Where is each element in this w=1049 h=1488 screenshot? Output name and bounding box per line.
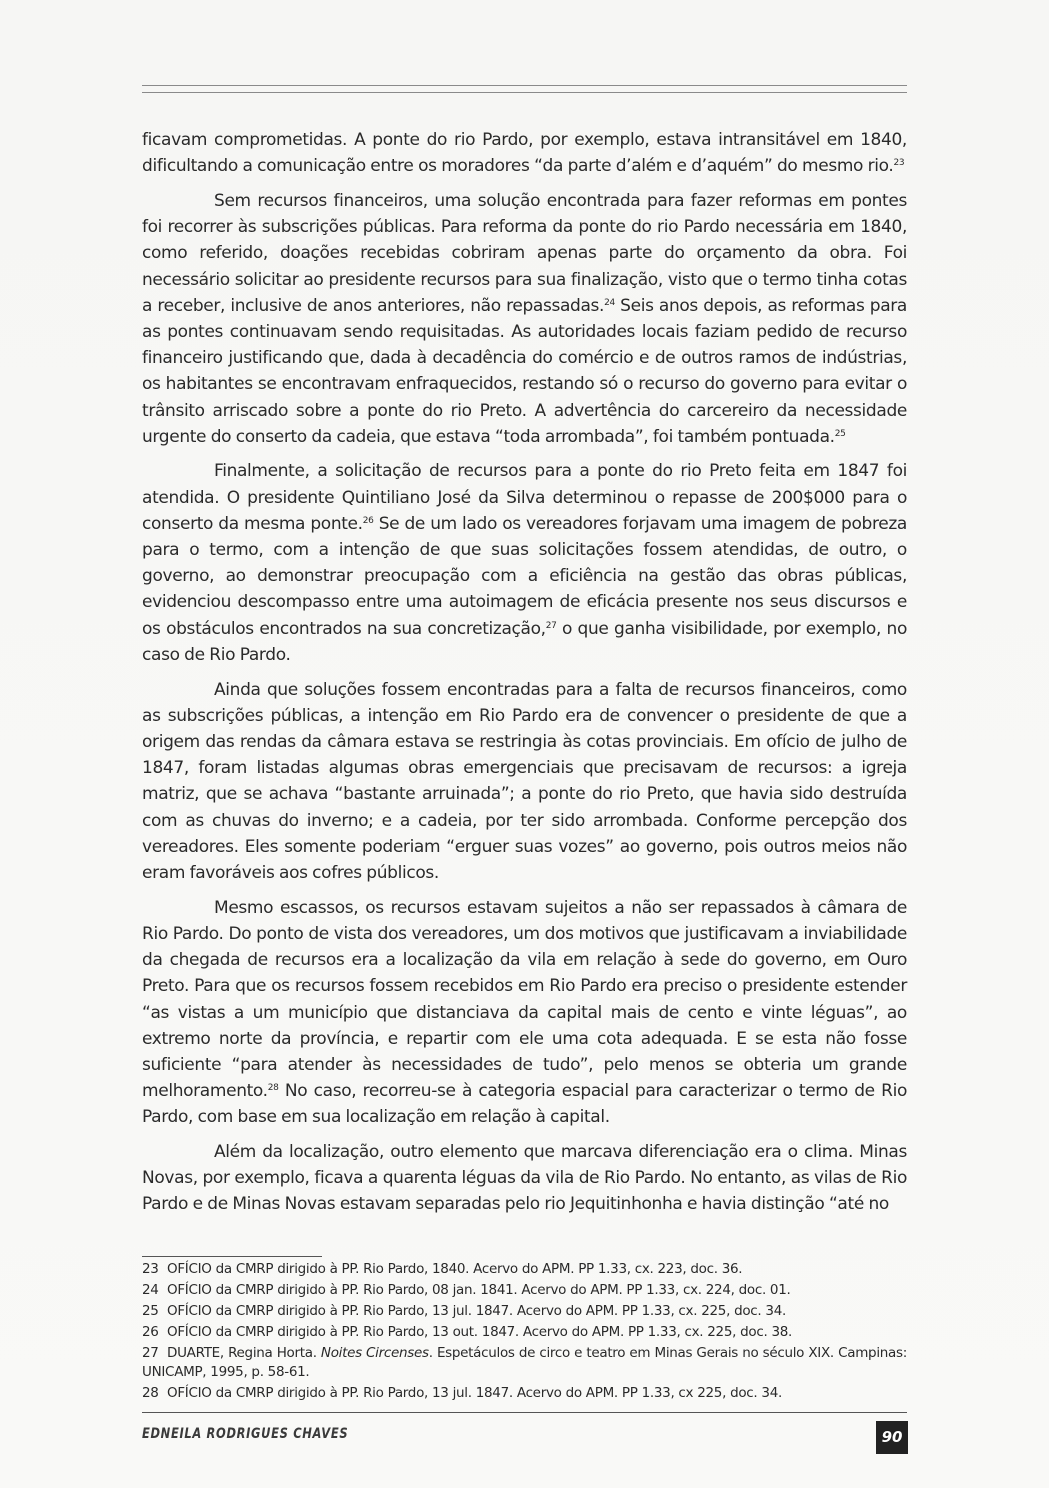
book-title: Noites Circenses	[320, 1345, 429, 1361]
footnote-ref[interactable]: 23	[893, 158, 905, 169]
footnote-number: 25	[142, 1303, 159, 1319]
footnote: 26 OFÍCIO da CMRP dirigido à PP. Rio Pardo, 13 out. 1847. Acervo do APM. PP 1.33, cx. 225, doc. 38.	[142, 1322, 907, 1343]
footnote-ref[interactable]: 26	[362, 515, 374, 526]
footnote-number: 24	[142, 1282, 159, 1298]
footnote: 27 DUARTE, Regina Horta. Noites Circenses. Espetáculos de circo e teatro em Minas Gerais no século XIX. Campinas: UNICAMP, 1995, p. 58-61.	[142, 1345, 907, 1380]
footnote-ref[interactable]: 27	[545, 620, 557, 631]
paragraph: Além da localização, outro elemento que marcava diferenciação era o clima. Minas Novas, por exemplo, ficava a quarenta léguas da vila de Rio Pardo. No entanto, as vilas de Rio Pardo e de Minas Novas estavam separadas pelo rio Jequitinhonha e havia distinção “até no	[142, 1142, 907, 1215]
footnote: 23 OFÍCIO da CMRP dirigido à PP. Rio Pardo, 1840. Acervo do APM. PP 1.33, cx. 223, doc. 36.	[142, 1259, 907, 1280]
paragraph: Mesmo escassos, os recursos estavam sujeitos a não ser repassados à câmara de Rio Pardo. Do ponto de vista dos vereadores, um dos motivos que justificavam a inviabilidade da chegada de recursos era a localização da vila em relação à sede do governo, em Ouro Preto. Para que os recursos fossem recebidos em Rio Pardo era preciso o presidente estender “as vistas a um município que distanciava da capital mais de cento e vinte léguas”, ao extremo norte da província, e repartir com ele uma cota adequada. E se esta não fosse suficiente “para atender às necessidades de tudo”, pelo menos se obteria um grande melhoramento.$^{28}$ No caso, recorreu-se à categoria espacial para caracterizar o termo de Rio Pardo, com base em sua localização em relação à capital.	[142, 897, 907, 1128]
footnote-ref[interactable]: 25	[834, 428, 846, 439]
paragraph: Sem recursos financeiros, uma solução encontrada para fazer reformas em pontes foi recorrer às subscrições públicas. Para reforma da ponte do rio Pardo necessária em 1840, como referido, doações recebidas cobriram apenas parte do orçamento da obra. Foi necessário solicitar ao presidente recursos para sua finalização, visto que o termo tinha cotas a receber, inclusive de anos anteriores, não repassadas.$^{24}$ Seis anos depois, as reformas para as pontes continuavam sendo requisitadas. As autoridades locais faziam pedido de recurso financeiro justificando que, dada à decadência do comércio e de outros ramos de indústrias, os habitantes se encontravam enfraquecidos, restando só o recurso do governo para evitar o trânsito arriscado sobre a ponte do rio Preto. A advertência do carcereiro da necessidade urgente do conserto da cadeia, que estava “toda arrombada”, foi também pontuada.$^{25}$	[142, 190, 907, 447]
footnote-number: 23	[142, 1261, 159, 1277]
footer-rule	[142, 1412, 907, 1413]
paragraph: ficavam comprometidas. A ponte do rio Pardo, por exemplo, estava intransitável em 1840, dificultando a comunicação entre os moradores “da parte d’além e d’aquém” do mesmo rio.$^{23}$	[142, 130, 907, 177]
footnote: 24 OFÍCIO da CMRP dirigido à PP. Rio Pardo, 08 jan. 1841. Acervo do APM. PP 1.33, cx. 224, doc. 01.	[142, 1280, 907, 1301]
footnote-ref[interactable]: 24	[604, 297, 615, 308]
page-number: 90	[876, 1421, 908, 1454]
paragraph: Ainda que soluções fossem encontradas para a falta de recursos financeiros, como as subscrições públicas, a intenção em Rio Pardo era de convencer o presidente de que a origem das rendas da câmara estava se restringia às cotas provinciais. Em ofício de julho de 1847, foram listadas algumas obras emergenciais que precisavam de recursos: a igreja matriz, que se achava “bastante arruinada”; a ponte do rio Preto, que havia sido destruída com as chuvas do inverno; e a cadeia, por ter sido arrombada. Conforme percepção dos vereadores. Eles somente poderiam “erguer suas vozes” ao governo, pois outros meios não eram favoráveis aos cofres públicos.	[142, 679, 907, 883]
body-text	[142, 127, 907, 1226]
header-double-rule	[142, 85, 907, 93]
footnote-ref[interactable]: 28	[267, 1083, 279, 1094]
paragraph: Finalmente, a solicitação de recursos para a ponte do rio Preto feita em 1847 foi atendida. O presidente Quintiliano José da Silva determinou o repasse de 200$000 para o conserto da mesma ponte.$^{26}$ Se de um lado os vereadores forjavam uma imagem de pobreza para o termo, com a intenção de que suas solicitações fossem atendidas, de outro, o governo, ao demonstrar preocupação com a eficiência na gestão das obras públicas, evidenciou descompasso entre uma autoimagem de eficácia presente nos seus discursos e os obstáculos encontrados na sua concretização,$^{27}$ o que ganha visibilidade, por exemplo, no caso de Rio Pardo.	[142, 461, 907, 665]
footnote-number: 28	[142, 1385, 159, 1401]
footnote-number: 27	[142, 1345, 159, 1361]
footnote: 25 OFÍCIO da CMRP dirigido à PP. Rio Pardo, 13 jul. 1847. Acervo do APM. PP 1.33, cx. 225, doc. 34.	[142, 1301, 907, 1322]
footnote-number: 26	[142, 1324, 159, 1340]
footer-author: EDNEILA RODRIGUES CHAVES	[142, 1426, 349, 1442]
footnote: 28 OFÍCIO da CMRP dirigido à PP. Rio Pardo, 13 jul. 1847. Acervo do APM. PP 1.33, cx 225, doc. 34.	[142, 1383, 907, 1404]
footnotes	[142, 1259, 907, 1404]
footnote-separator	[142, 1256, 322, 1257]
